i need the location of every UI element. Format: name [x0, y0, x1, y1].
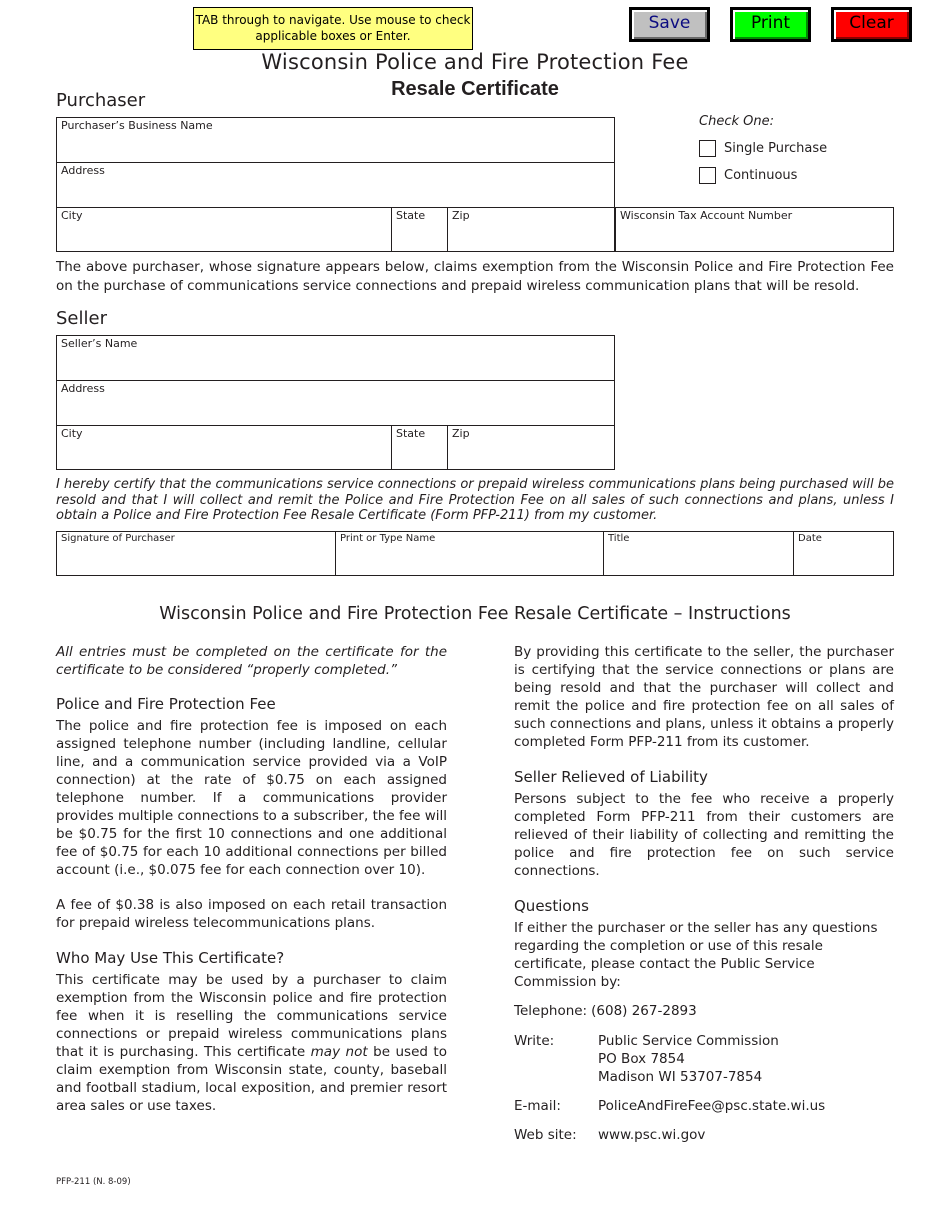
single-purchase-option[interactable] — [699, 140, 827, 157]
purchaser-zip-cell — [447, 207, 615, 252]
form-title: Wisconsin Police and Fire Protection Fee — [261, 50, 689, 74]
seller-zip-label: Zip — [452, 427, 470, 440]
questions-text: If either the purchaser or the seller has any questions regarding the completion or use of this resale certificate, please contact the Public Service Commission by: — [514, 920, 878, 990]
purchaser-state-input[interactable] — [396, 229, 443, 249]
seller-name-label: Seller’s Name — [61, 337, 138, 350]
purchaser-city-cell — [56, 207, 392, 252]
signature-label: Signature of Purchaser — [61, 533, 175, 544]
check-one-label: Check One: — [699, 114, 774, 129]
instructions-heading: Wisconsin Police and Fire Protection Fee Resale Certificate – Instructions — [159, 604, 791, 624]
seller-heading: Seller — [56, 308, 107, 329]
single-purchase-checkbox[interactable] — [699, 140, 716, 157]
telephone-label: Telephone: — [514, 1003, 588, 1019]
purchaser-city-input[interactable] — [61, 229, 387, 249]
signature-row — [56, 531, 894, 576]
seller-city-label: City — [61, 427, 83, 440]
seller-address-input[interactable] — [61, 403, 610, 423]
who-heading: Who May Use This Certificate? — [56, 949, 285, 967]
signature-input[interactable] — [61, 553, 331, 573]
seller-zip-cell — [447, 425, 615, 470]
purchaser-address-input[interactable] — [61, 185, 610, 205]
providing-text: By providing this certificate to the seller, the purchaser is certifying that the service connections or plans are being resold and that the purchaser will collect and remit the police and fire protection fee on all sales of such connections and plans, unless it obtains a properly completed Form PFP-211 from its customer. — [514, 644, 894, 750]
seller-fields — [56, 335, 616, 470]
purchaser-business-name-input[interactable] — [61, 140, 610, 160]
questions-heading: Questions — [514, 897, 589, 915]
purchaser-city-label: City — [61, 209, 83, 222]
write-line-2: PO Box 7854 — [598, 1051, 685, 1067]
purchaser-address-cell — [56, 162, 615, 208]
purchaser-address-label: Address — [61, 164, 105, 177]
write-row — [514, 1032, 894, 1086]
seller-address-label: Address — [61, 382, 105, 395]
date-cell — [793, 531, 894, 576]
purchaser-zip-input[interactable] — [452, 229, 610, 249]
tax-account-cell — [615, 207, 894, 252]
title-input[interactable] — [608, 553, 789, 573]
purchaser-claim-text: The above purchaser, whose signature appears below, claims exemption from the Wisconsin Police and Fire Protection Fee on the purchase of communications service connections and prepaid wireless communication plans that will be resold. — [56, 259, 894, 294]
form-subtitle: Resale Certificate — [391, 78, 559, 100]
seller-name-input[interactable] — [61, 358, 610, 378]
date-input[interactable] — [798, 553, 889, 573]
instructions-intro: All entries must be completed on the certificate for the certificate to be considered “properly completed.” — [56, 644, 447, 678]
relieved-text: Persons subject to the fee who receive a properly completed Form PFP-211 from their customers are relieved of their liability of collecting and remitting the police and fire protection fee on such service connections. — [514, 791, 894, 879]
email-label: E-mail: — [514, 1098, 561, 1114]
print-button[interactable]: Print — [730, 7, 811, 42]
seller-address-cell — [56, 380, 615, 426]
seller-name-cell — [56, 335, 615, 381]
title-label: Title — [608, 533, 630, 544]
seller-zip-input[interactable] — [452, 447, 610, 467]
save-button[interactable]: Save — [629, 7, 710, 42]
tax-account-label: Wisconsin Tax Account Number — [620, 209, 793, 222]
purchaser-zip-label: Zip — [452, 209, 470, 222]
purchaser-state-label: State — [396, 209, 426, 222]
seller-state-label: State — [396, 427, 426, 440]
print-name-cell — [335, 531, 604, 576]
prepaid-text: A fee of $0.38 is also imposed on each retail transaction for prepaid wireless telecommunications plans. — [56, 897, 447, 931]
date-label: Date — [798, 533, 822, 544]
purchaser-business-name-cell — [56, 117, 615, 163]
purchaser-fields — [56, 117, 616, 252]
form-id: PFP-211 (N. 8-09) — [56, 1177, 131, 1187]
telephone-row — [514, 1002, 894, 1020]
who-text-part-1: This certificate may be used by a purchaser to claim exemption from the Wisconsin police and fire protection fee when it is reselling the communications service connections or prepaid wireless communications plans that it is purchasing. This certificate — [56, 972, 447, 1060]
title-cell — [603, 531, 794, 576]
signature-cell — [56, 531, 336, 576]
who-text-emphasis: may not — [310, 1044, 368, 1060]
fee-heading: Police and Fire Protection Fee — [56, 695, 276, 713]
telephone-value: (608) 267-2893 — [591, 1003, 697, 1019]
seller-city-cell — [56, 425, 392, 470]
write-line-3: Madison WI 53707-7854 — [598, 1069, 763, 1085]
navigation-hint: TAB through to navigate. Use mouse to check applicable boxes or Enter. — [193, 7, 473, 50]
write-line-1: Public Service Commission — [598, 1033, 779, 1049]
continuous-option[interactable] — [699, 167, 797, 184]
seller-state-input[interactable] — [396, 447, 443, 467]
who-text — [56, 971, 447, 1115]
certification-text: I hereby certify that the communications service connections or prepaid wireless communications plans being purchased will be resold and that I will collect and remit the Police and Fire Protection Fee on all sales of such connections and plans, unless I obtain a Police and Fire Protection Fee Resale Certificate (Form PFP-211) from my customer. — [56, 477, 894, 523]
continuous-checkbox[interactable] — [699, 167, 716, 184]
email-link[interactable]: PoliceAndFireFee@psc.state.wi.us — [598, 1098, 826, 1114]
website-row — [514, 1126, 894, 1144]
continuous-label: Continuous — [724, 168, 798, 183]
purchaser-state-cell — [391, 207, 448, 252]
purchaser-heading: Purchaser — [56, 90, 146, 111]
print-name-label: Print or Type Name — [340, 533, 436, 544]
write-label: Write: — [514, 1033, 555, 1049]
instructions-left-column — [56, 643, 447, 1115]
seller-city-input[interactable] — [61, 447, 387, 467]
tax-account-input[interactable] — [620, 229, 889, 249]
website-link[interactable]: www.psc.wi.gov — [598, 1127, 706, 1143]
seller-state-cell — [391, 425, 448, 470]
who-text-part-2: be used to claim exemption from Wisconsin state, county, baseball and football stadium, local exposition, and premier resort area sales or use taxes. — [56, 1044, 447, 1114]
instructions-right-column — [514, 643, 894, 1144]
print-name-input[interactable] — [340, 553, 599, 573]
website-label: Web site: — [514, 1127, 577, 1143]
write-address — [598, 1032, 779, 1086]
fee-text: The police and fire protection fee is imposed on each assigned telephone number (including landline, cellular line, and a communication service provided via a VoIP connection) at the rate of $0.75 on each assigned telephone number. If a communications provider provides multiple connections to a subscriber, the fee will be $0.75 for the first 10 connections and one additional fee of $0.75 for each 10 additional connections per billed account (i.e., $0.075 fee for each connection over 10). — [56, 718, 447, 878]
purchaser-business-name-label: Purchaser’s Business Name — [61, 119, 213, 132]
relieved-heading: Seller Relieved of Liability — [514, 768, 708, 786]
email-row — [514, 1097, 894, 1115]
single-purchase-label: Single Purchase — [724, 141, 828, 156]
clear-button[interactable]: Clear — [831, 7, 912, 42]
